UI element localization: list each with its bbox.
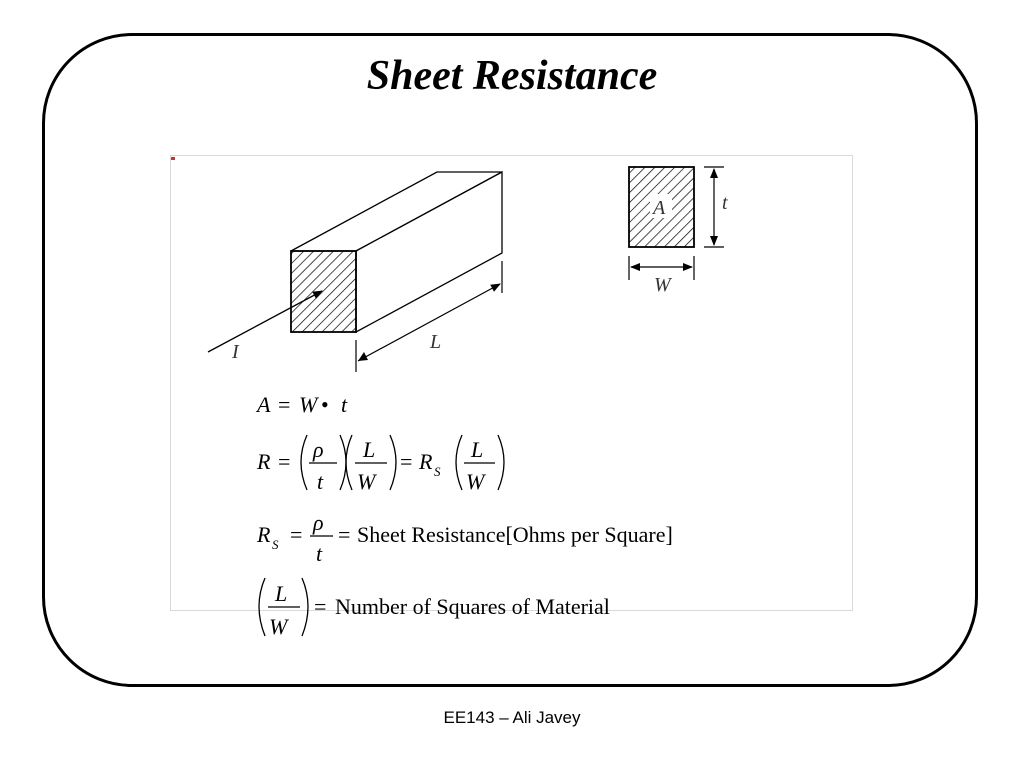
eq2-paren-close-3 (498, 435, 504, 490)
eq2-L2: L (471, 437, 484, 462)
eq1-A: A (257, 392, 271, 417)
eq2-W1: W (357, 469, 376, 494)
width-label: W (654, 274, 671, 296)
eq2-L1: L (363, 437, 376, 462)
eq4-paren-close (302, 578, 308, 636)
slide-title: Sheet Resistance (366, 53, 658, 99)
eq2-rho: ρ (313, 437, 324, 462)
eq2-paren-open-3 (456, 435, 462, 490)
eq1-dot: • (321, 392, 329, 417)
equation-resistance (256, 435, 504, 494)
eq2-R: R (257, 449, 271, 474)
slide-footer: EE143 – Ali Javey (443, 708, 581, 727)
eq4-description: Number of Squares of Material (335, 594, 610, 619)
eq4-equals: = (314, 594, 327, 619)
eq2-t: t (317, 469, 324, 494)
figure-corner-mark (171, 157, 175, 160)
eq3-t: t (316, 541, 323, 566)
eq2-paren-open-1 (301, 435, 307, 490)
eq2-paren-open-2 (346, 435, 352, 490)
area-label: A (653, 197, 666, 219)
eq2-W2: W (466, 469, 485, 494)
eq2-Rs-R: R (419, 449, 433, 474)
eq3-equals-2: = (338, 522, 351, 547)
eq4-L: L (275, 581, 288, 606)
eq3-equals-1: = (290, 522, 303, 547)
eq1-equals: = (278, 392, 291, 417)
eq2-equals-2: = (400, 449, 413, 474)
thickness-dimension (704, 167, 724, 247)
eq4-paren-open (259, 578, 265, 636)
eq3-sub: S (272, 537, 279, 552)
eq2-paren-close-1 (340, 435, 346, 490)
length-label: L (430, 331, 442, 353)
current-label: I (232, 341, 239, 363)
thickness-label: t (722, 192, 728, 214)
eq3-description: Sheet Resistance[Ohms per Square] (357, 522, 673, 547)
resistor-bar (291, 172, 502, 332)
eq2-equals-1: = (278, 449, 291, 474)
eq3-rho: ρ (313, 510, 324, 535)
equation-number-of-squares (259, 578, 610, 639)
eq2-Rs-sub: S (434, 464, 441, 479)
eq1-t: t (341, 392, 348, 417)
bar-cross-section-hatched (291, 251, 356, 332)
equation-sheet-resistance (256, 510, 673, 566)
equation-area (255, 392, 348, 417)
eq4-W: W (269, 614, 288, 639)
eq2-paren-close-2 (390, 435, 396, 490)
eq3-R: R (257, 522, 271, 547)
eq1-W: W (299, 392, 318, 417)
